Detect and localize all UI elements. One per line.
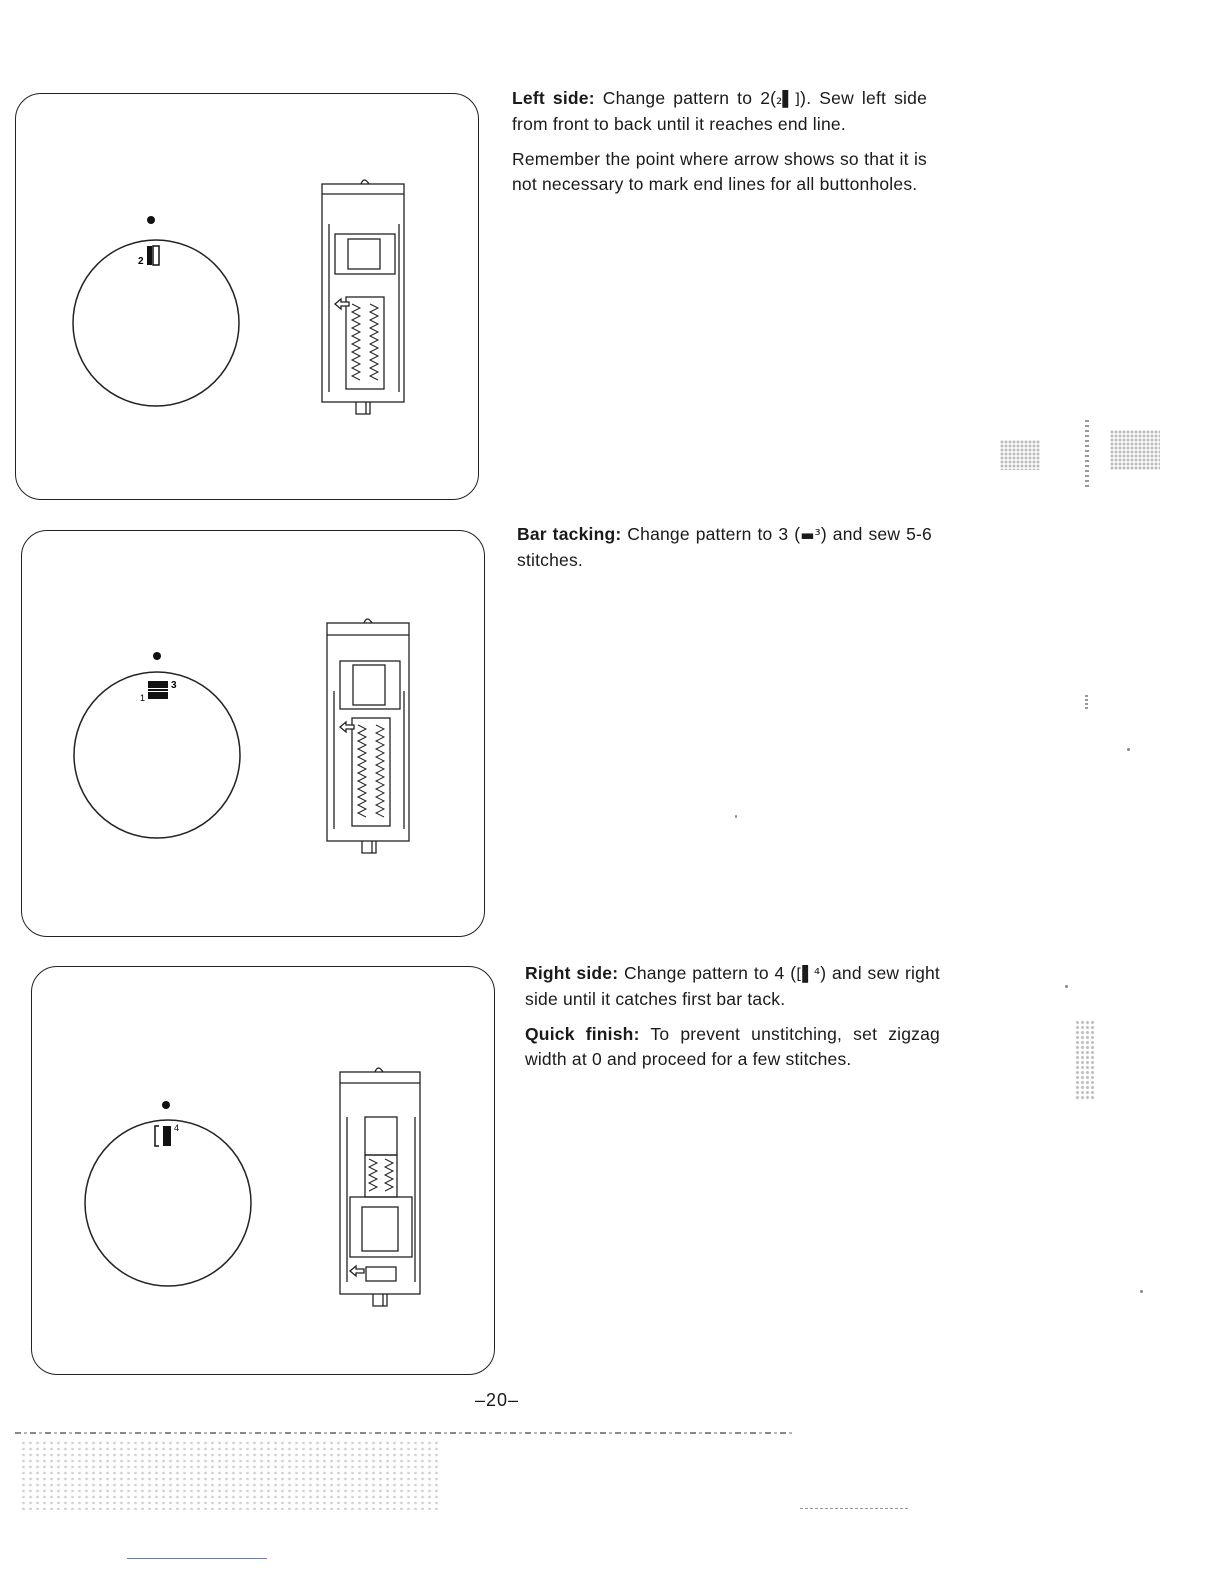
step-text: To prevent unstitching, set zigzag width at 0 and proceed for a few stitches. [525,1024,940,1069]
paragraph-left-side [512,86,927,137]
pattern-symbol-icon: ₂▌] [776,90,801,108]
scan-speck [735,815,737,818]
scan-speck [20,1440,440,1510]
instruction-left-side [512,86,927,207]
buttonhole-foot-icon [327,619,409,853]
pattern-dial-icon [85,1101,251,1286]
illustration-panel-bar-tacking [21,530,485,937]
paragraph-quick-finish [525,1022,940,1072]
step-label: Quick finish: [525,1024,640,1044]
pattern-symbol-icon: ▬³ [800,526,821,544]
step-label: Right side: [525,963,619,983]
dial-number: 3 [171,680,177,691]
step-text-continued: ) and sew right side until it catches first bar tack. [525,963,940,1009]
paragraph-bar-tacking [517,522,932,573]
pattern-dial-icon [73,216,239,406]
scan-speck [1085,420,1089,490]
step-text: Change pattern to 3 ( [621,524,801,544]
buttonhole-foot-icon [322,180,404,414]
instruction-right-side [525,961,940,1082]
paragraph-right-side [525,961,940,1012]
scan-speck [1065,985,1068,988]
step-label: Left side: [512,88,595,108]
scan-speck [1085,695,1088,709]
step-text: Change pattern to 4 ( [618,963,797,983]
scan-artifact-line [127,1558,267,1559]
buttonhole-foot-icon [340,1068,420,1306]
scan-speck [1127,748,1130,751]
arrow-left-icon [335,299,349,309]
step-text-continued: ) and sew 5-6 stitches. [517,524,932,570]
illustration-left-side [16,94,478,499]
scan-speck [1075,1020,1095,1100]
scan-artifact-line [15,1432,795,1434]
pattern-symbol-icon: [▌⁴ [796,965,821,983]
illustration-panel-right-side [31,966,495,1375]
scan-artifact-line [800,1508,910,1509]
step-label: Bar tacking: [517,524,622,544]
dial-number: 2 [138,256,144,267]
illustration-right-side [32,967,494,1374]
illustration-bar-tacking [22,531,484,936]
paragraph-remember [512,147,927,197]
step-text: Remember the point where arrow shows so that it is not necessary to mark end lines for all buttonholes. [512,149,927,194]
dial-number-secondary: 1 [140,693,146,703]
arrow-left-icon [350,1266,364,1276]
illustration-panel-left-side [15,93,479,500]
scan-speck [1110,430,1160,470]
scan-speck [1140,1290,1143,1293]
step-text: Change pattern to 2( [594,88,777,108]
pattern-dial-icon [74,652,240,838]
dial-number: 4 [174,1123,180,1133]
instruction-bar-tacking [517,522,932,583]
step-text-continued: ). Sew left side from front to back until it reaches end line. [512,88,927,134]
page-number: –20– [474,1390,520,1410]
scan-speck [1000,440,1040,470]
